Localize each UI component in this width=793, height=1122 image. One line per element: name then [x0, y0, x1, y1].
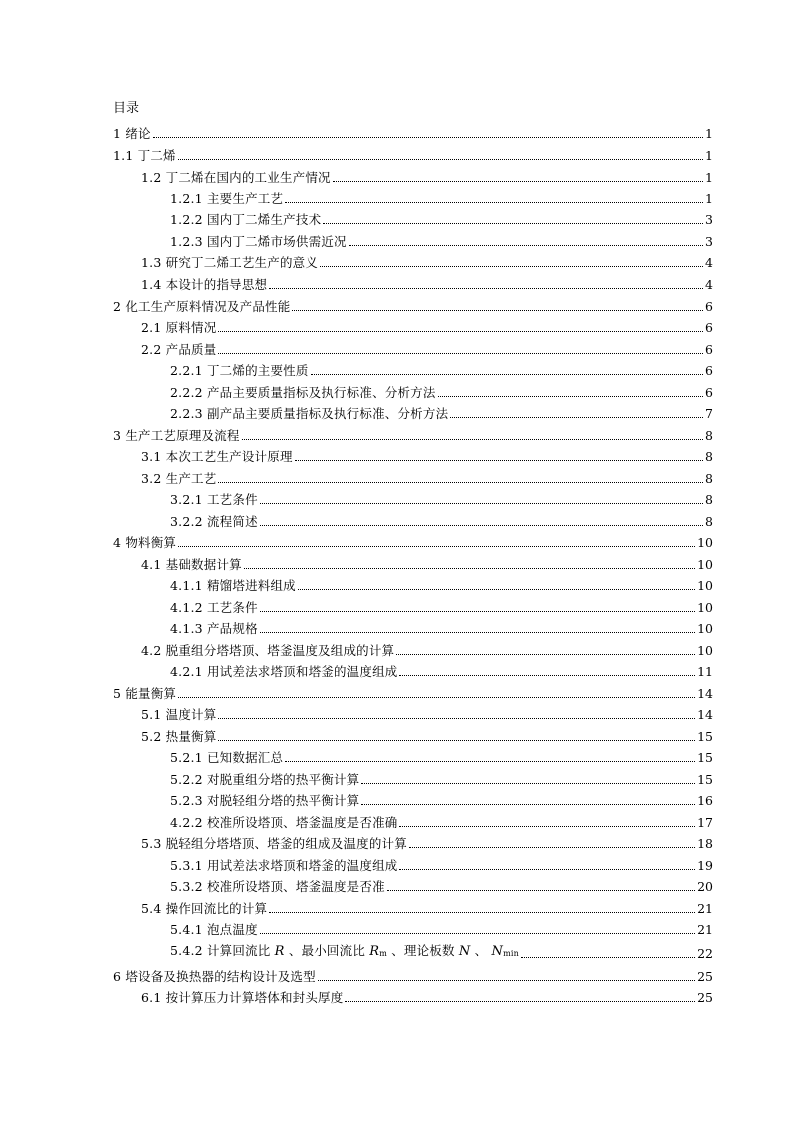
toc-entry[interactable]: [141, 898, 713, 916]
toc-entry[interactable]: [113, 966, 713, 984]
toc-entry-page: 8: [705, 449, 713, 464]
toc-entry-label: 5.3 脱轻组分塔塔顶、塔釜的组成及温度的计算: [141, 836, 407, 851]
toc-entry-page: 3: [705, 234, 713, 249]
toc-entry[interactable]: [113, 145, 713, 163]
dot-leader: [320, 266, 703, 267]
toc-entry-label: 2.2.2 产品主要质量指标及执行标准、分析方法: [170, 385, 436, 400]
dot-leader: [285, 202, 703, 203]
toc-entry-page: 15: [697, 729, 713, 744]
dot-leader: [292, 310, 703, 311]
dot-leader: [438, 396, 703, 397]
toc-entry-label: 1.4 本设计的指导思想: [141, 277, 268, 292]
toc-entry[interactable]: [170, 489, 713, 507]
toc-entry-label: 4.2 脱重组分塔塔顶、塔釜温度及组成的计算: [141, 643, 395, 658]
toc-entry-page: 25: [697, 990, 713, 1005]
toc-entry-label: 4.1 基础数据计算: [141, 557, 242, 572]
dot-leader: [178, 159, 703, 160]
toc-entry-label: 5.2.2 对脱重组分塔的热平衡计算: [170, 772, 360, 787]
toc-entry-page: 20: [697, 879, 713, 894]
toc-entry-page: 14: [697, 707, 713, 722]
dot-leader: [269, 288, 703, 289]
dot-leader: [349, 245, 703, 246]
toc-entry-label: 1.2.3 国内丁二烯市场供需近况: [170, 234, 347, 249]
toc-entry-page: 6: [705, 342, 713, 357]
dot-leader: [269, 912, 695, 913]
dot-leader: [260, 933, 695, 934]
toc-entry-label: 1.3 研究丁二烯工艺生产的意义: [141, 255, 319, 270]
toc-entry-label: 3.2.2 流程简述: [170, 514, 258, 529]
toc-entry-label: 6.1 按计算压力计算塔体和封头厚度: [141, 990, 344, 1005]
toc-entry-label: 5.3.1 用试差法求塔顶和塔釜的温度组成: [170, 858, 398, 873]
toc-entry[interactable]: [170, 876, 713, 894]
toc-entry-page: 14: [697, 686, 713, 701]
toc-entry[interactable]: [141, 987, 713, 1005]
toc-entry-page: 1: [705, 170, 713, 185]
toc-entry-label: 5.4.1 泡点温度: [170, 922, 258, 937]
toc-entry-label: 2 化工生产原料情况及产品性能: [113, 299, 291, 314]
toc-entry-label: 5 能量衡算: [113, 686, 177, 701]
toc-entry-label: 2.2.3 副产品主要质量指标及执行标准、分析方法: [170, 406, 449, 421]
toc-entry-label: 3.1 本次工艺生产设计原理: [141, 449, 293, 464]
dot-leader: [260, 503, 703, 504]
dot-leader: [387, 890, 695, 891]
dot-leader: [450, 417, 703, 418]
toc-entry[interactable]: [170, 382, 713, 400]
toc-entry-label: 2.2.1 丁二烯的主要性质: [170, 363, 309, 378]
toc-entry[interactable]: [113, 425, 713, 443]
toc-entry-page: 8: [705, 514, 713, 529]
dot-leader: [218, 353, 703, 354]
dot-leader: [295, 460, 703, 461]
toc-entry-page: 25: [697, 969, 713, 984]
toc-entry-label: 3.2.1 工艺条件: [170, 492, 258, 507]
toc-entry-label: 4.2.2 校准所设塔顶、塔釜温度是否准确: [170, 815, 398, 830]
toc-entry[interactable]: [113, 683, 713, 701]
toc-entry-page: 10: [697, 600, 713, 615]
toc-entry[interactable]: [141, 704, 713, 722]
toc-entry-label: 5.2.3 对脱轻组分塔的热平衡计算: [170, 793, 360, 808]
dot-leader: [260, 611, 695, 612]
toc-entry-page: 10: [697, 621, 713, 636]
toc-entry-page: 4: [705, 255, 713, 270]
toc-entry-page: 8: [705, 492, 713, 507]
dot-leader: [260, 525, 703, 526]
toc-entry[interactable]: [141, 554, 713, 572]
dot-leader: [311, 374, 703, 375]
toc-entry-5-4-2[interactable]: [170, 943, 713, 961]
toc-entry-label: 1.2 丁二烯在国内的工业生产情况: [141, 170, 331, 185]
toc-entry-label: 3 生产工艺原理及流程: [113, 428, 240, 443]
dot-leader: [178, 546, 695, 547]
toc-entry[interactable]: [113, 123, 713, 141]
toc-entry[interactable]: [170, 597, 713, 615]
dot-leader: [298, 589, 695, 590]
toc-entry-page: 7: [705, 406, 713, 421]
toc-entry[interactable]: [170, 618, 713, 636]
toc-entry-page: 15: [697, 772, 713, 787]
toc-entry[interactable]: [170, 769, 713, 787]
dot-leader: [396, 654, 695, 655]
toc-entry-label: 5.1 温度计算: [141, 707, 217, 722]
toc-entry-page: 1: [705, 126, 713, 141]
toc-entry-label: 5.4.2 计算回流比 R 、最小回流比 Rm 、理论板数 N 、 Nmin: [170, 943, 519, 959]
toc-entry-page: 10: [697, 578, 713, 593]
toc-entry-page: 8: [705, 428, 713, 443]
toc-entry[interactable]: [141, 726, 713, 744]
dot-leader: [285, 761, 695, 762]
toc-entry[interactable]: [170, 747, 713, 765]
toc-entry-page: 18: [697, 836, 713, 851]
toc-entry[interactable]: [170, 403, 713, 421]
dot-leader: [345, 1001, 695, 1002]
toc-entry[interactable]: [170, 209, 713, 227]
toc-entry-page: 11: [697, 664, 713, 679]
toc-entry-label: 4.1.3 产品规格: [170, 621, 258, 636]
dot-leader: [409, 847, 695, 848]
toc-entry[interactable]: [141, 252, 713, 270]
dot-leader: [260, 632, 695, 633]
toc-entry-label: 1.2.2 国内丁二烯生产技术: [170, 212, 322, 227]
toc-entry[interactable]: [170, 575, 713, 593]
dot-leader: [218, 718, 695, 719]
toc-entry-page: 1: [705, 148, 713, 163]
toc-entry-page: 17: [697, 815, 713, 830]
dot-leader: [244, 568, 695, 569]
toc-entry[interactable]: [141, 274, 713, 292]
toc-entry[interactable]: [113, 296, 713, 314]
dot-leader: [178, 697, 695, 698]
toc-entry[interactable]: [141, 640, 713, 658]
dot-leader: [218, 740, 695, 741]
toc-entry[interactable]: [170, 661, 713, 679]
toc-entry[interactable]: [170, 360, 713, 378]
toc-entry-label: 4.1.1 精馏塔进料组成: [170, 578, 296, 593]
toc-entry-page: 10: [697, 535, 713, 550]
dot-leader: [521, 957, 695, 958]
toc-entry[interactable]: [170, 919, 713, 937]
toc-entry-page: 6: [705, 385, 713, 400]
toc-entry-page: 6: [705, 320, 713, 335]
dot-leader: [399, 675, 695, 676]
toc-entry-label: 5.2.1 已知数据汇总: [170, 750, 284, 765]
dot-leader: [323, 223, 703, 224]
toc-entry-label: 2.1 原料情况: [141, 320, 217, 335]
toc-entry[interactable]: [141, 468, 713, 486]
dot-leader: [218, 482, 703, 483]
toc-entry-label: 6 塔设备及换热器的结构设计及选型: [113, 969, 316, 984]
toc-entry-page: 21: [697, 901, 713, 916]
dot-leader: [399, 826, 695, 827]
toc-entry[interactable]: [141, 317, 713, 335]
toc-entry[interactable]: [141, 833, 713, 851]
toc-entry-page: 15: [697, 750, 713, 765]
dot-leader: [218, 331, 703, 332]
dot-leader: [361, 804, 695, 805]
toc-entry-label: 1 绪论: [113, 126, 151, 141]
toc-title: 目录: [113, 101, 140, 116]
toc-entry-page: 1: [705, 191, 713, 206]
toc-entry[interactable]: [170, 511, 713, 529]
dot-leader: [399, 869, 695, 870]
toc-entry-label: 4.1.2 工艺条件: [170, 600, 258, 615]
dot-leader: [361, 783, 695, 784]
dot-leader: [242, 439, 703, 440]
toc-entry-label: 5.3.2 校准所设塔顶、塔釜温度是否准: [170, 879, 385, 894]
toc-entry[interactable]: [141, 339, 713, 357]
toc-entry-label: 5.4 操作回流比的计算: [141, 901, 268, 916]
toc-entry-page: 10: [697, 643, 713, 658]
toc-entry-page: 21: [697, 922, 713, 937]
toc-entry-page: 3: [705, 212, 713, 227]
toc-entry-page: 6: [705, 299, 713, 314]
toc-entry-page: 4: [705, 277, 713, 292]
toc-entry-label: 1.1 丁二烯: [113, 148, 176, 163]
toc-entry-page: 19: [697, 858, 713, 873]
toc-entry[interactable]: [141, 446, 713, 464]
toc-entry-page: 6: [705, 363, 713, 378]
toc-entry-label: 5.2 热量衡算: [141, 729, 217, 744]
dot-leader: [333, 181, 703, 182]
toc-entry[interactable]: [113, 532, 713, 550]
toc-entry[interactable]: [170, 790, 713, 808]
toc-entry-page: 16: [697, 793, 713, 808]
toc-entry-label: 3.2 生产工艺: [141, 471, 217, 486]
toc-entry[interactable]: [170, 812, 713, 830]
toc-entry[interactable]: [170, 188, 713, 206]
dot-leader: [153, 137, 703, 138]
toc-entry-page: 8: [705, 471, 713, 486]
toc-entry-label: 2.2 产品质量: [141, 342, 217, 357]
toc-entry[interactable]: [141, 167, 713, 185]
toc-entry-label: 4.2.1 用试差法求塔顶和塔釜的温度组成: [170, 664, 398, 679]
toc-entry-label: 1.2.1 主要生产工艺: [170, 191, 284, 206]
toc-entry-page: 22: [697, 946, 713, 961]
toc-entry[interactable]: [170, 231, 713, 249]
toc-entry[interactable]: [170, 855, 713, 873]
toc-entry-label: 4 物料衡算: [113, 535, 177, 550]
toc-entry-page: 10: [697, 557, 713, 572]
dot-leader: [318, 980, 695, 981]
